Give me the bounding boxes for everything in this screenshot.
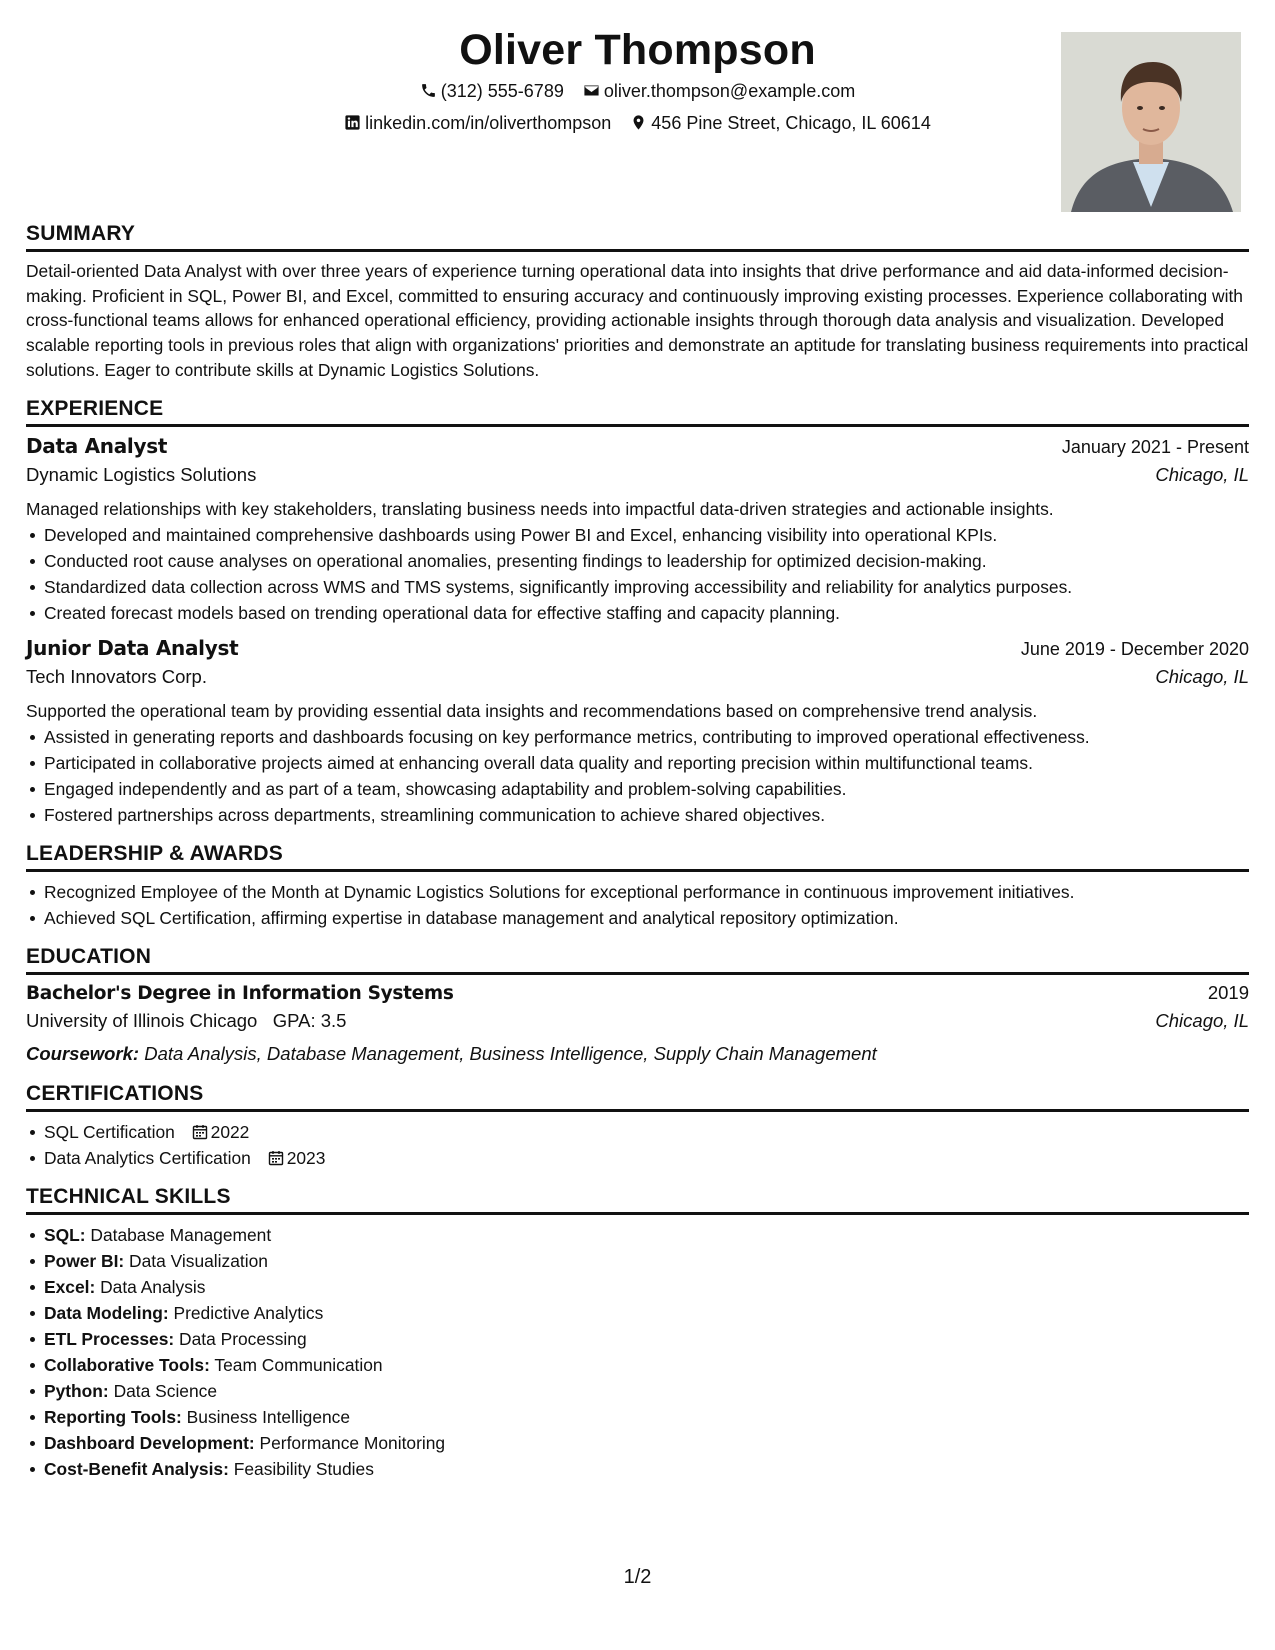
- list-item: Achieved SQL Certification, affirming expertise in database management and analytical repository optimization.: [44, 905, 1249, 931]
- skill-value: Feasibility Studies: [233, 1458, 374, 1479]
- skill-label: Python:: [44, 1380, 109, 1401]
- job-company: Tech Innovators Corp.: [26, 665, 207, 687]
- email-text: oliver.thompson@example.com: [603, 81, 856, 101]
- experience-section: [26, 397, 1249, 828]
- list-item: [44, 1326, 1249, 1352]
- page-number: 1/2: [623, 1566, 652, 1588]
- skill-label: Reporting Tools:: [44, 1406, 182, 1427]
- cert-name: SQL Certification: [44, 1121, 175, 1142]
- list-item: Conducted root cause analyses on operational anomalies, presenting findings to leadership for optimized decision-making.: [44, 548, 1249, 574]
- summary-section: [26, 222, 1249, 383]
- education-section: [26, 945, 1249, 1068]
- list-item: [44, 1145, 1249, 1171]
- list-item: Created forecast models based on trending operational data for effective staffing and capacity planning.: [44, 600, 1249, 626]
- coursework: [26, 1040, 1249, 1068]
- list-item: Fostered partnerships across departments, streamlining communication to achieve shared objectives.: [44, 802, 1249, 828]
- job-title: Junior Data Analyst: [26, 635, 239, 660]
- candidate-name: Oliver Thompson: [459, 26, 816, 74]
- leadership-section: [26, 842, 1249, 931]
- list-item: [44, 1378, 1249, 1404]
- skill-value: Business Intelligence: [186, 1406, 351, 1427]
- job-bullets: [26, 724, 1249, 828]
- school-name: University of Illinois Chicago: [26, 1009, 258, 1031]
- job-bullets: [26, 522, 1249, 626]
- skills-section: [26, 1185, 1249, 1482]
- list-item: [44, 1352, 1249, 1378]
- skill-label: Data Modeling:: [44, 1302, 169, 1323]
- skill-label: Cost-Benefit Analysis:: [44, 1458, 229, 1479]
- list-item: [44, 1404, 1249, 1430]
- school-location: Chicago, IL: [1155, 1009, 1249, 1031]
- skill-label: Dashboard Development:: [44, 1432, 255, 1453]
- profile-photo: [1061, 32, 1241, 212]
- job-title: Data Analyst: [26, 433, 168, 458]
- job-description: Managed relationships with key stakeholders, translating business needs into impactful data-driven strategies and actionable insights.: [26, 498, 1054, 519]
- list-item: [44, 1300, 1249, 1326]
- list-item: Standardized data collection across WMS and TMS systems, significantly improving accessibility and reliability for analytics purposes.: [44, 574, 1249, 600]
- skill-label: Collaborative Tools:: [44, 1354, 210, 1375]
- skills-list: [26, 1222, 1249, 1482]
- email-contact[interactable]: [583, 81, 855, 102]
- certifications-heading: CERTIFICATIONS: [26, 1082, 1249, 1112]
- skill-label: ETL Processes:: [44, 1328, 175, 1349]
- cert-year: 2022: [210, 1121, 250, 1142]
- skill-label: SQL:: [44, 1224, 86, 1245]
- degree-title: Bachelor's Degree in Information Systems: [26, 982, 454, 1004]
- skill-value: Team Communication: [214, 1354, 383, 1375]
- portrait-image: [1061, 32, 1241, 212]
- job-entry: [26, 636, 1249, 828]
- skill-value: Data Science: [113, 1380, 218, 1401]
- list-item: [44, 1456, 1249, 1482]
- calendar-icon: [192, 1124, 208, 1140]
- leadership-list: [26, 879, 1249, 931]
- skill-value: Data Visualization: [129, 1250, 268, 1271]
- job-company: Dynamic Logistics Solutions: [26, 463, 257, 485]
- list-item: [44, 1274, 1249, 1300]
- skill-label: Power BI:: [44, 1250, 125, 1271]
- skills-heading: TECHNICAL SKILLS: [26, 1185, 1249, 1215]
- gpa: GPA: 3.5: [272, 1009, 347, 1031]
- job-location: Chicago, IL: [1155, 463, 1249, 485]
- resume-page: [26, 0, 1249, 1650]
- list-item: [44, 1430, 1249, 1456]
- list-item: Developed and maintained comprehensive dashboards using Power BI and Excel, enhancing visibility into operational KPIs.: [44, 522, 1249, 548]
- summary-text: Detail-oriented Data Analyst with over three years of experience turning operational data into insights that drive performance and aid data-informed decision-making. Proficient in SQL, Power BI, and Excel, committed to ensuring accuracy and continuously improving existing processes. Experience collaborating with cross-functional teams allows for enhanced operational efficiency, providing actionable insights through thorough data analysis and visualization. Developed scalable reporting tools in previous roles that align with organizations' priorities and demonstrate an aptitude for translating business requirements into practical solutions. Eager to contribute skills at Dynamic Logistics Solutions.: [26, 261, 1249, 380]
- skill-value: Data Processing: [179, 1328, 307, 1349]
- graduation-year: 2019: [1207, 981, 1249, 1003]
- certifications-list: [26, 1119, 1249, 1171]
- job-location: Chicago, IL: [1155, 665, 1249, 687]
- education-heading: EDUCATION: [26, 945, 1249, 975]
- skill-value: Database Management: [90, 1224, 272, 1245]
- coursework-label: Coursework:: [26, 1042, 140, 1064]
- summary-heading: SUMMARY: [26, 222, 1249, 252]
- resume-header: [26, 0, 1249, 222]
- linkedin-contact[interactable]: [344, 113, 611, 134]
- coursework-list: Data Analysis, Database Management, Business Intelligence, Supply Chain Management: [144, 1042, 877, 1064]
- skill-value: Performance Monitoring: [259, 1432, 446, 1453]
- experience-heading: EXPERIENCE: [26, 397, 1249, 427]
- phone-icon: [420, 82, 437, 99]
- list-item: Assisted in generating reports and dashboards focusing on key performance metrics, contributing to improved operational effectiveness.: [44, 724, 1249, 750]
- calendar-icon: [268, 1150, 284, 1166]
- leadership-heading: LEADERSHIP & AWARDS: [26, 842, 1249, 872]
- job-dates: June 2019 - December 2020: [1020, 638, 1249, 659]
- map-pin-icon: [630, 114, 647, 131]
- phone-contact[interactable]: [420, 81, 564, 102]
- list-item: Engaged independently and as part of a team, showcasing adaptability and problem-solving capabilities.: [44, 776, 1249, 802]
- envelope-icon: [583, 82, 600, 99]
- job-description: Supported the operational team by providing essential data insights and recommendations based on comprehensive trend analysis.: [26, 700, 1038, 721]
- skill-value: Data Analysis: [100, 1276, 206, 1297]
- skill-label: Excel:: [44, 1276, 96, 1297]
- linkedin-icon: [344, 114, 361, 131]
- job-entry: [26, 434, 1249, 626]
- list-item: Recognized Employee of the Month at Dynamic Logistics Solutions for exceptional performance in continuous improvement initiatives.: [44, 879, 1249, 905]
- address-contact: [630, 113, 931, 134]
- list-item: [44, 1222, 1249, 1248]
- list-item: Participated in collaborative projects aimed at enhancing overall data quality and reporting precision within multifunctional teams.: [44, 750, 1249, 776]
- list-item: [44, 1248, 1249, 1274]
- phone-text: (312) 555-6789: [440, 81, 564, 101]
- linkedin-text: linkedin.com/in/oliverthompson: [365, 113, 612, 133]
- list-item: [44, 1119, 1249, 1145]
- skill-value: Predictive Analytics: [173, 1302, 324, 1323]
- cert-year: 2023: [286, 1147, 326, 1168]
- address-text: 456 Pine Street, Chicago, IL 60614: [651, 113, 931, 133]
- job-dates: January 2021 - Present: [1061, 436, 1249, 457]
- cert-name: Data Analytics Certification: [44, 1147, 251, 1168]
- certifications-section: [26, 1082, 1249, 1171]
